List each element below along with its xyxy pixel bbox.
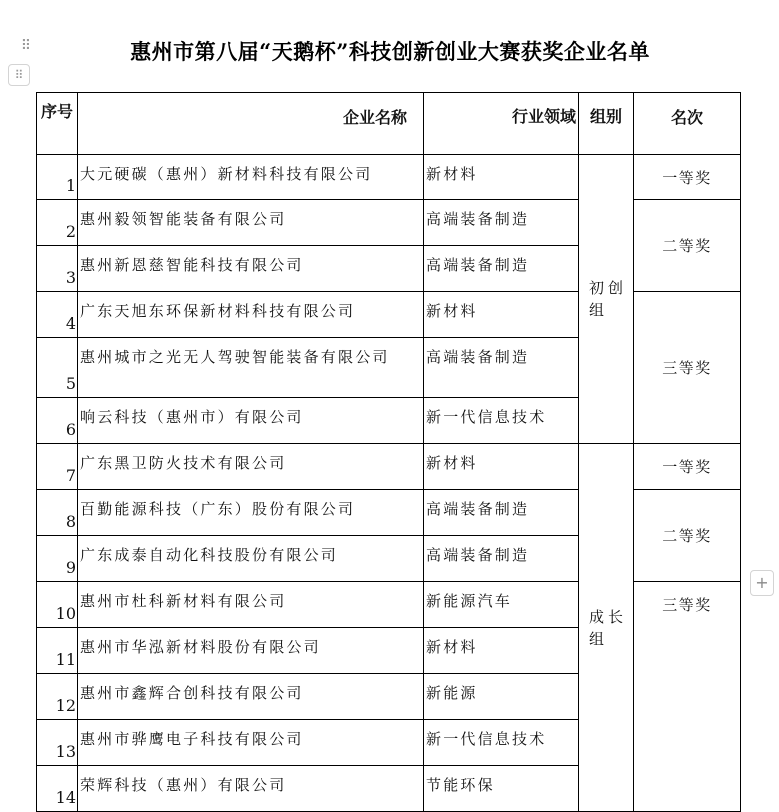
industry-cell: 高端装备制造	[424, 200, 579, 246]
rank-cell: 三等奖	[634, 582, 741, 812]
company-name-cell: 惠州市骅鹰电子科技有限公司	[78, 720, 424, 766]
company-name-cell: 百勤能源科技（广东）股份有限公司	[78, 490, 424, 536]
industry-cell: 高端装备制造	[424, 490, 579, 536]
industry-cell: 新材料	[424, 292, 579, 338]
company-name-cell: 广东天旭东环保新材料科技有限公司	[78, 292, 424, 338]
header-serial-number: 序号	[37, 93, 78, 155]
row-number: 6	[37, 398, 78, 444]
industry-cell: 新材料	[424, 628, 579, 674]
company-name-cell: 惠州市杜科新材料有限公司	[78, 582, 424, 628]
row-number: 11	[37, 628, 78, 674]
rank-cell: 二等奖	[634, 200, 741, 292]
row-number: 8	[37, 490, 78, 536]
row-number: 14	[37, 766, 78, 812]
award-table	[36, 92, 741, 812]
industry-cell: 新能源汽车	[424, 582, 579, 628]
table-row	[37, 292, 741, 338]
rank-cell: 二等奖	[634, 490, 741, 582]
header-industry: 行业领域	[424, 93, 579, 155]
rank-cell: 三等奖	[634, 292, 741, 444]
industry-cell: 新能源	[424, 674, 579, 720]
group-cell-startup: 初创组	[579, 155, 634, 444]
company-name-cell: 广东黑卫防火技术有限公司	[78, 444, 424, 490]
row-number: 12	[37, 674, 78, 720]
table-row	[37, 200, 741, 246]
table-row	[37, 155, 741, 200]
row-number: 10	[37, 582, 78, 628]
row-number: 1	[37, 155, 78, 200]
table-row	[37, 582, 741, 628]
company-name-cell: 大元硬碳（惠州）新材料科技有限公司	[78, 155, 424, 200]
company-name-cell: 惠州市华泓新材料股份有限公司	[78, 628, 424, 674]
table-header-row	[37, 93, 741, 155]
industry-cell: 高端装备制造	[424, 338, 579, 398]
plus-icon[interactable]: +	[750, 570, 774, 596]
industry-cell: 新一代信息技术	[424, 720, 579, 766]
drag-handle-icon[interactable]: ⠿	[20, 38, 32, 54]
company-name-cell: 惠州毅领智能装备有限公司	[78, 200, 424, 246]
block-menu-icon[interactable]: ⠿	[8, 64, 30, 86]
industry-cell: 新一代信息技术	[424, 398, 579, 444]
industry-cell: 新材料	[424, 444, 579, 490]
table-row	[37, 490, 741, 536]
group-cell-growth: 成长组	[579, 444, 634, 812]
rank-cell: 一等奖	[634, 155, 741, 200]
company-name-cell: 惠州市鑫辉合创科技有限公司	[78, 674, 424, 720]
company-name-cell: 惠州城市之光无人驾驶智能装备有限公司	[78, 338, 424, 398]
header-group: 组别	[579, 93, 634, 155]
industry-cell: 高端装备制造	[424, 536, 579, 582]
row-number: 3	[37, 246, 78, 292]
table-row	[37, 444, 741, 490]
header-rank: 名次	[634, 93, 741, 155]
industry-cell: 节能环保	[424, 766, 579, 812]
row-number: 13	[37, 720, 78, 766]
company-name-cell: 响云科技（惠州市）有限公司	[78, 398, 424, 444]
row-number: 4	[37, 292, 78, 338]
header-company-name: 企业名称	[78, 93, 424, 155]
row-number: 9	[37, 536, 78, 582]
company-name-cell: 荣辉科技（惠州）有限公司	[78, 766, 424, 812]
company-name-cell: 广东成泰自动化科技股份有限公司	[78, 536, 424, 582]
row-number: 7	[37, 444, 78, 490]
industry-cell: 高端装备制造	[424, 246, 579, 292]
rank-cell: 一等奖	[634, 444, 741, 490]
document-title: 惠州市第八届“天鹅杯”科技创新创业大赛获奖企业名单	[130, 39, 650, 64]
row-number: 5	[37, 338, 78, 398]
company-name-cell: 惠州新恩慈智能科技有限公司	[78, 246, 424, 292]
industry-cell: 新材料	[424, 155, 579, 200]
row-number: 2	[37, 200, 78, 246]
